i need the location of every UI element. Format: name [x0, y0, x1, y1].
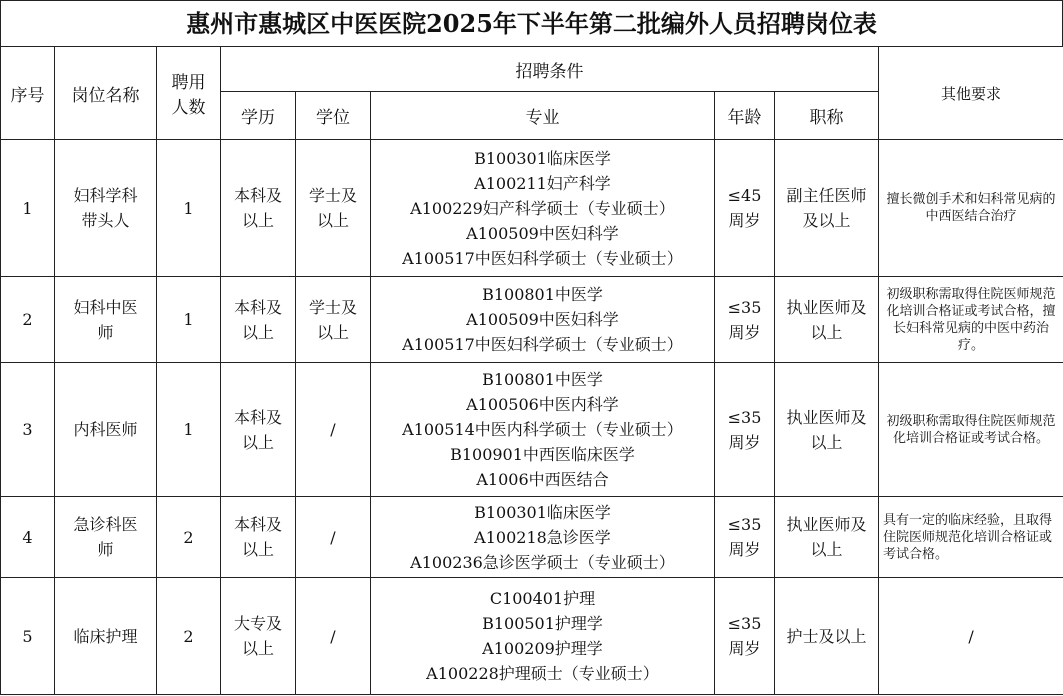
header-other: 其他要求 — [879, 47, 1063, 140]
cell-majors — [371, 497, 715, 578]
cell-age: ≤35周岁 — [715, 363, 775, 497]
cell-majors — [371, 277, 715, 363]
major-item: A100509中医妇科学 — [466, 310, 619, 329]
cell-other: / — [879, 578, 1063, 695]
cell-majors — [371, 363, 715, 497]
table-row — [1, 497, 1063, 578]
positions-table — [0, 46, 1063, 695]
major-item: B100801中医学 — [482, 285, 603, 304]
major-item: A1006中西医结合 — [476, 470, 609, 489]
major-item: C100401护理 — [489, 589, 596, 608]
cell-age: ≤45周岁 — [715, 140, 775, 277]
cell-seq: 4 — [1, 497, 55, 578]
cell-other: 擅长微创手术和妇科常见病的中西医结合治疗 — [879, 140, 1063, 277]
table-row — [1, 578, 1063, 695]
cell-count: 1 — [157, 363, 221, 497]
major-item: B100301临床医学 — [474, 502, 611, 522]
cell-majors — [371, 578, 715, 695]
cell-other: 初级职称需取得住院医师规范化培训合格证或考试合格，擅长妇科常见病的中医中药治疗。 — [879, 277, 1063, 363]
cell-title: 执业医师及以上 — [775, 277, 879, 363]
header-major: 专业 — [371, 92, 715, 140]
cell-age: ≤35周岁 — [715, 277, 775, 363]
cell-education: 本科及以上 — [221, 363, 296, 497]
major-item: B100801中医学 — [482, 370, 603, 389]
cell-title: 护士及以上 — [775, 578, 879, 695]
major-item: A100218急诊医学 — [474, 527, 611, 547]
cell-position: 临床护理 — [55, 578, 157, 695]
cell-position: 内科医师 — [55, 363, 157, 497]
cell-majors — [371, 140, 715, 277]
major-item: A100209护理学 — [482, 639, 603, 658]
header-degree: 学位 — [296, 92, 371, 140]
cell-education: 本科及以上 — [221, 497, 296, 578]
table-row — [1, 140, 1063, 277]
page-title: 惠州市惠城区中医医院2025年下半年第二批编外人员招聘岗位表 — [0, 0, 1063, 46]
major-item: A100236急诊医学硕士（专业硕士） — [410, 552, 675, 572]
major-item: A100517中医妇科学硕士（专业硕士） — [402, 248, 683, 268]
cell-position: 妇科学科带头人 — [55, 140, 157, 277]
header-education: 学历 — [221, 92, 296, 140]
cell-position: 妇科中医师 — [55, 277, 157, 363]
major-item: A100514中医内科学硕士（专业硕士） — [402, 420, 683, 439]
cell-other: 具有一定的临床经验，且取得住院医师规范化培训合格证或考试合格。 — [879, 497, 1063, 578]
header-title: 职称 — [775, 92, 879, 140]
header-conditions: 招聘条件 — [221, 47, 879, 92]
cell-education: 大专及以上 — [221, 578, 296, 695]
cell-degree: / — [296, 363, 371, 497]
major-item: A100229妇产科学硕士（专业硕士） — [410, 198, 675, 218]
major-item: A100517中医妇科学硕士（专业硕士） — [402, 335, 683, 354]
cell-position: 急诊科医师 — [55, 497, 157, 578]
cell-education: 本科及以上 — [221, 277, 296, 363]
cell-count: 2 — [157, 578, 221, 695]
table-row — [1, 363, 1063, 497]
major-item: A100228护理硕士（专业硕士） — [426, 664, 659, 683]
table-row — [1, 277, 1063, 363]
cell-age: ≤35周岁 — [715, 578, 775, 695]
header-count: 聘用人数 — [157, 47, 221, 140]
cell-seq: 2 — [1, 277, 55, 363]
cell-education: 本科及以上 — [221, 140, 296, 277]
major-item: B100501护理学 — [482, 614, 603, 633]
header-position: 岗位名称 — [55, 47, 157, 140]
header-seq: 序号 — [1, 47, 55, 140]
cell-seq: 1 — [1, 140, 55, 277]
major-item: A100506中医内科学 — [466, 395, 619, 414]
cell-count: 1 — [157, 140, 221, 277]
major-item: A100211妇产科学 — [474, 173, 611, 193]
major-item: B100901中西医临床医学 — [450, 445, 635, 464]
cell-degree: 学士及以上 — [296, 277, 371, 363]
cell-title: 执业医师及以上 — [775, 363, 879, 497]
major-item: A100509中医妇科学 — [466, 223, 619, 243]
major-item: B100301临床医学 — [474, 148, 611, 168]
cell-seq: 5 — [1, 578, 55, 695]
cell-degree: 学士及以上 — [296, 140, 371, 277]
cell-title: 副主任医师及以上 — [775, 140, 879, 277]
cell-title: 执业医师及以上 — [775, 497, 879, 578]
cell-count: 1 — [157, 277, 221, 363]
header-age: 年龄 — [715, 92, 775, 140]
cell-seq: 3 — [1, 363, 55, 497]
cell-count: 2 — [157, 497, 221, 578]
header-row-top — [1, 47, 1063, 92]
cell-other: 初级职称需取得住院医师规范化培训合格证或考试合格。 — [879, 363, 1063, 497]
cell-degree: / — [296, 578, 371, 695]
cell-age: ≤35周岁 — [715, 497, 775, 578]
cell-degree: / — [296, 497, 371, 578]
